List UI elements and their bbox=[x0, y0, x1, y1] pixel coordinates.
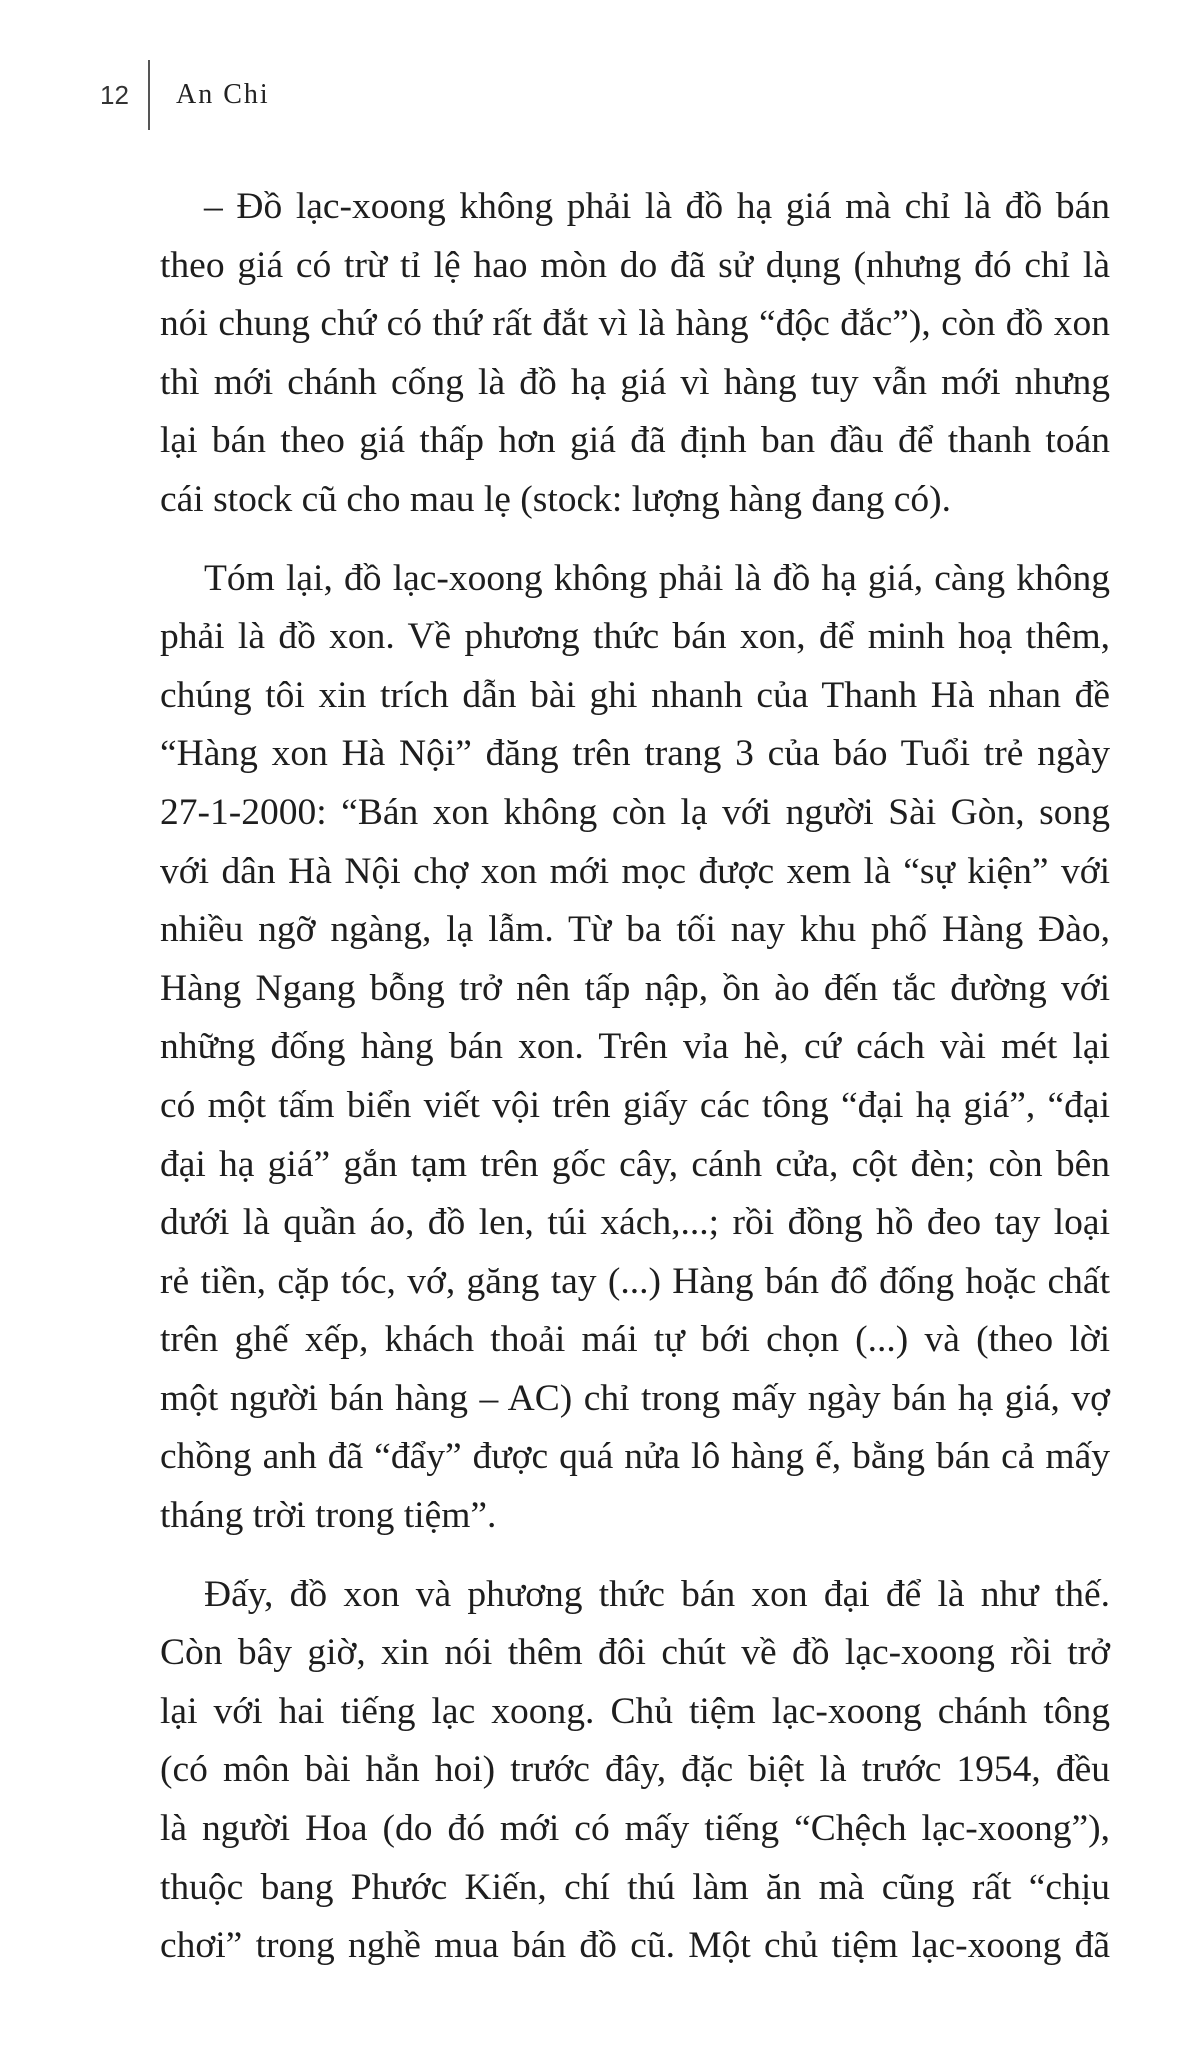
text-line: một người bán hàng – AC) chỉ trong mấy ngày bán hạ giá, vợ bbox=[160, 1377, 1110, 1419]
text-line: chơi” trong nghề mua bán đồ cũ. Một chủ tiệm lạc-xoong đã bbox=[160, 1925, 1110, 1967]
paragraph-1 bbox=[160, 178, 1110, 530]
text-line: có một tấm biển viết vội trên giấy các tông “đại hạ giá”, “đại bbox=[160, 1084, 1110, 1126]
paragraph-3 bbox=[160, 1566, 1110, 1976]
author-name: An Chi bbox=[176, 79, 270, 110]
page-body bbox=[160, 178, 1110, 1996]
text-line: những đống hàng bán xon. Trên vỉa hè, cứ cách vài mét lại bbox=[160, 1026, 1110, 1068]
text-line: chúng tôi xin trích dẫn bài ghi nhanh của Thanh Hà nhan đề bbox=[160, 674, 1110, 716]
running-header bbox=[100, 55, 270, 135]
text-line: rẻ tiền, cặp tóc, vớ, găng tay (...) Hàng bán đổ đống hoặc chất bbox=[160, 1260, 1110, 1302]
page-number: 12 bbox=[100, 79, 129, 110]
text-line: với dân Hà Nội chợ xon mới mọc được xem là “sự kiện” với bbox=[160, 850, 1110, 892]
text-line: Hàng Ngang bỗng trở nên tấp nập, ồn ào đến tắc đường với bbox=[160, 967, 1110, 1009]
text-line: tháng trời trong tiệm”. bbox=[160, 1495, 497, 1537]
text-line: nhiều ngỡ ngàng, lạ lẫm. Từ ba tối nay khu phố Hàng Đào, bbox=[160, 909, 1110, 951]
text-line: là người Hoa (do đó mới có mấy tiếng “Chệch lạc-xoong”), bbox=[160, 1808, 1110, 1850]
paragraph-2 bbox=[160, 550, 1110, 1546]
header-divider bbox=[148, 60, 150, 130]
text-line: Đấy, đồ xon và phương thức bán xon đại để là như thế. bbox=[204, 1573, 1110, 1615]
text-line: đại hạ giá” gắn tạm trên gốc cây, cánh cửa, cột đèn; còn bên bbox=[160, 1143, 1110, 1185]
text-line: trên ghế xếp, khách thoải mái tự bới chọn (...) và (theo lời bbox=[160, 1319, 1110, 1361]
text-line: chồng anh đã “đẩy” được quá nửa lô hàng ế, bằng bán cả mấy bbox=[160, 1436, 1110, 1478]
text-line: Tóm lại, đồ lạc-xoong không phải là đồ hạ giá, càng không bbox=[204, 557, 1110, 599]
text-line: Còn bây giờ, xin nói thêm đôi chút về đồ lạc-xoong rồi trở bbox=[160, 1632, 1110, 1674]
text-line: (có môn bài hẳn hoi) trước đây, đặc biệt là trước 1954, đều bbox=[160, 1749, 1110, 1791]
text-line: “Hàng xon Hà Nội” đăng trên trang 3 của báo Tuổi trẻ ngày bbox=[160, 733, 1110, 775]
text-line: dưới là quần áo, đồ len, túi xách,...; rồi đồng hồ đeo tay loại bbox=[160, 1202, 1110, 1244]
text-line: thuộc bang Phước Kiến, chí thú làm ăn mà cũng rất “chịu bbox=[160, 1866, 1110, 1908]
text-line: lại bán theo giá thấp hơn giá đã định ban đầu để thanh toán bbox=[160, 420, 1110, 462]
text-line: – Đồ lạc-xoong không phải là đồ hạ giá mà chỉ là đồ bán bbox=[204, 186, 1110, 227]
text-line: theo giá có trừ tỉ lệ hao mòn do đã sử dụng (nhưng đó chỉ là bbox=[160, 244, 1110, 286]
text-line: thì mới chánh cống là đồ hạ giá vì hàng tuy vẫn mới nhưng bbox=[160, 361, 1110, 403]
text-line: nói chung chứ có thứ rất đắt vì là hàng “độc đắc”), còn đồ xon bbox=[160, 303, 1110, 345]
text-line: lại với hai tiếng lạc xoong. Chủ tiệm lạc-xoong chánh tông bbox=[160, 1690, 1110, 1732]
text-line: phải là đồ xon. Về phương thức bán xon, để minh hoạ thêm, bbox=[160, 616, 1110, 658]
text-line: cái stock cũ cho mau lẹ (stock: lượng hàng đang có). bbox=[160, 478, 951, 520]
text-line: 27-1-2000: “Bán xon không còn lạ với người Sài Gòn, song bbox=[160, 791, 1110, 833]
